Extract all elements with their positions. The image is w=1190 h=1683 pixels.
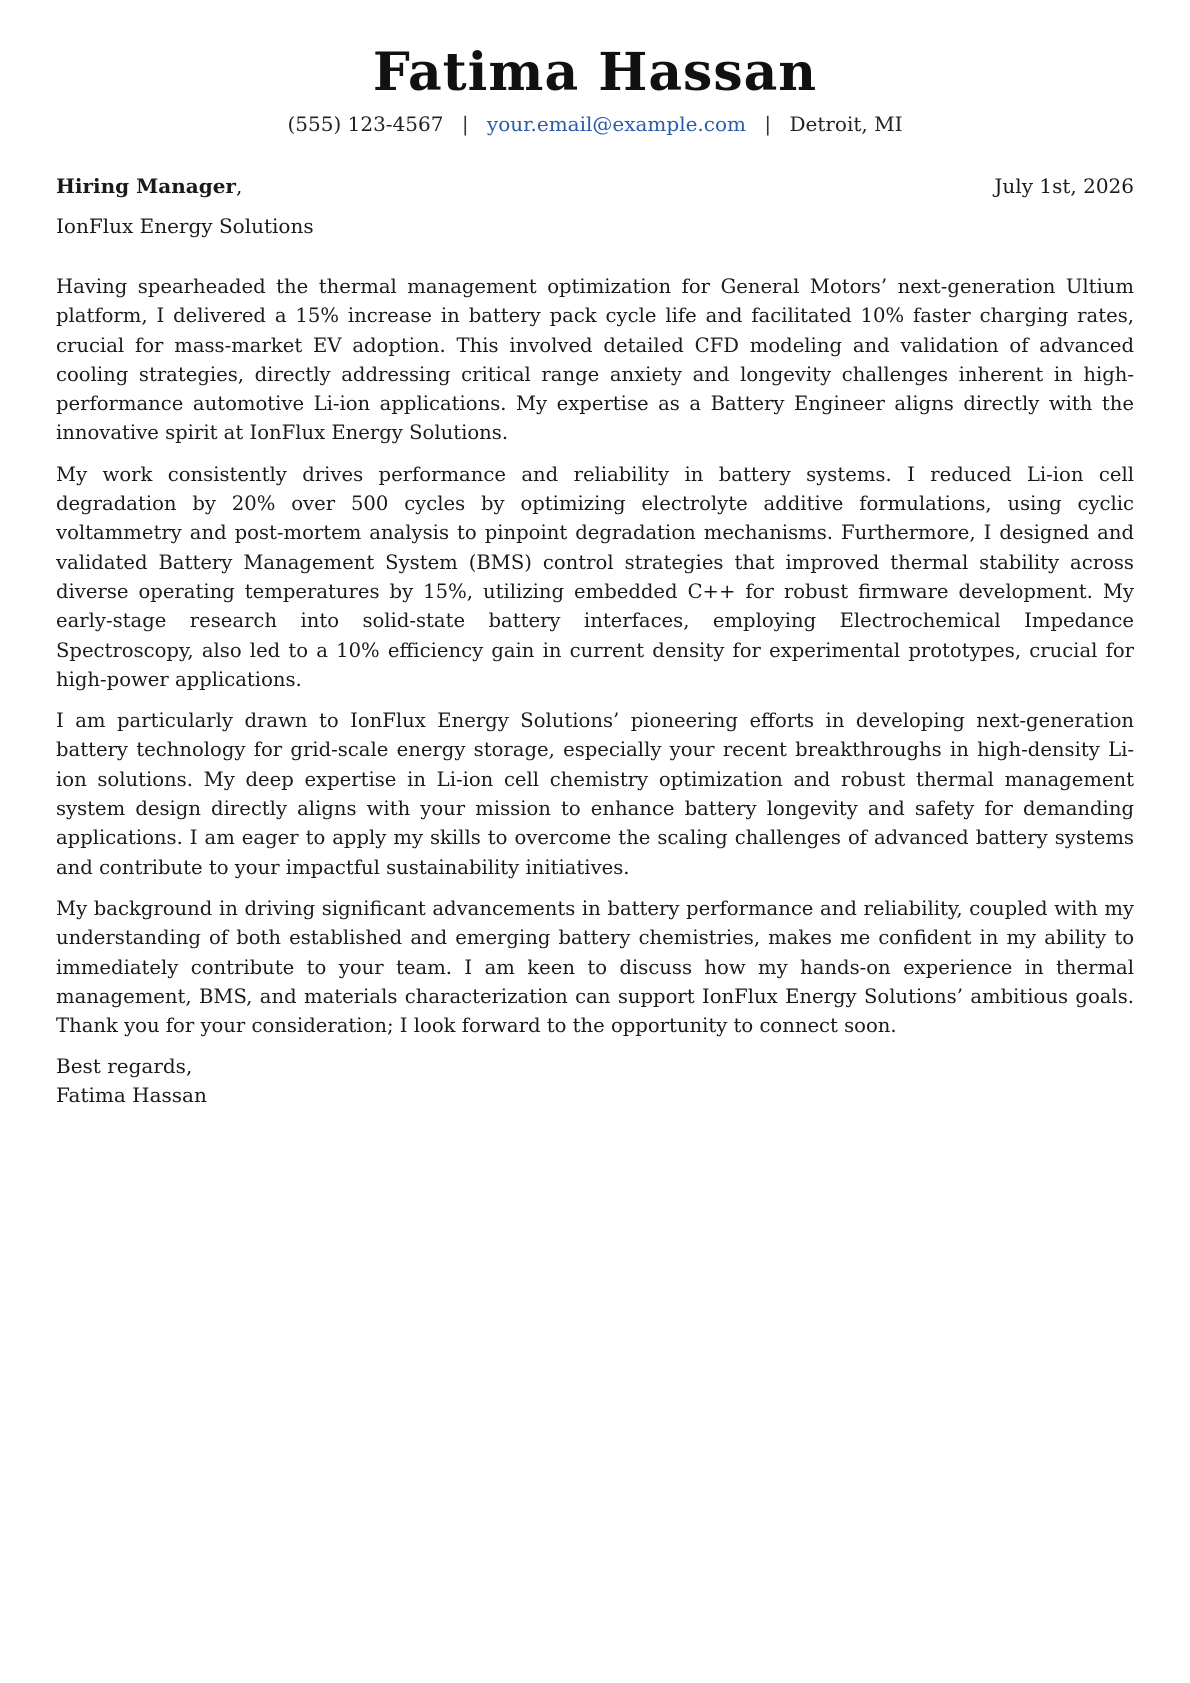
recipient-title: Hiring Manager — [56, 174, 236, 198]
sign-off: Best regards, — [56, 1054, 193, 1079]
body-paragraph: I am particularly drawn to IonFlux Energy Solutions’ pioneering efforts in developing next-generation battery technology for grid-scale energy storage, especially your recent breakthroughs in high-density Li-ion solutions. My deep expertise in Li-ion cell chemistry optimization and robust thermal management system design directly aligns with your mission to enhance battery longevity and safety for demanding applications. I am eager to apply my skills to overcome the scaling challenges of advanced battery systems and contribute to your impactful sustainability initiatives. — [56, 709, 1134, 879]
letter-date: July 1st, 2026 — [994, 174, 1134, 198]
location: Detroit, MI — [789, 112, 903, 136]
salutation-punctuation: , — [235, 174, 243, 198]
signature-name: Fatima Hassan — [56, 1083, 207, 1108]
salutation — [56, 172, 242, 200]
contact-separator: | — [461, 112, 469, 136]
body-paragraph: My background in driving significant advancements in battery performance and reliability, coupled with my understanding of both established and emerging battery chemistries, makes me confident in my ability to immediately contribute to your team. I am keen to discuss how my hands-on experience in thermal management, BMS, and materials characterization can support IonFlux Energy Solutions’ ambitious goals. Thank you for your consideration; I look forward to the opportunity to connect soon. — [56, 896, 1134, 1038]
body-paragraph: Having spearheaded the thermal management optimization for General Motors’ next-generation Ultium platform, I delivered a 15% increase in battery pack cycle life and facilitated 10% faster charging rates, crucial for mass-market EV adoption. This involved detailed CFD modeling and validation of advanced cooling strategies, directly addressing critical range anxiety and longevity challenges inherent in high-performance automotive Li-ion applications. My expertise as a Battery Engineer aligns directly with the innovative spirit at IonFlux Energy Solutions. — [56, 275, 1134, 445]
email-link[interactable]: your.email@example.com — [486, 112, 746, 136]
body-paragraph: My work consistently drives performance and reliability in battery systems. I reduced Li-ion cell degradation by 20% over 500 cycles by optimizing electrolyte additive formulations, using cyclic voltammetry and post-mortem analysis to pinpoint degradation mechanisms. Furthermore, I designed and validated Battery Management System (BMS) control strategies that improved thermal stability across diverse operating temperatures by 15%, utilizing embedded C++ for robust firmware development. My early-stage research into solid-state battery interfaces, employing Electrochemical Impedance Spectroscopy, also led to a 10% efficiency gain in current density for experimental prototypes, crucial for high-power applications. — [56, 462, 1134, 691]
letter-header — [56, 0, 1134, 138]
letter-body — [56, 272, 1134, 1040]
applicant-name: Fatima Hassan — [372, 42, 818, 103]
recipient-company: IonFlux Energy Solutions — [56, 214, 314, 238]
letter-closing — [56, 1052, 1134, 1110]
contact-separator: | — [764, 112, 772, 136]
contact-line — [56, 110, 1134, 138]
salutation-date-row — [56, 172, 1134, 200]
phone-number: (555) 123-4567 — [287, 112, 444, 136]
